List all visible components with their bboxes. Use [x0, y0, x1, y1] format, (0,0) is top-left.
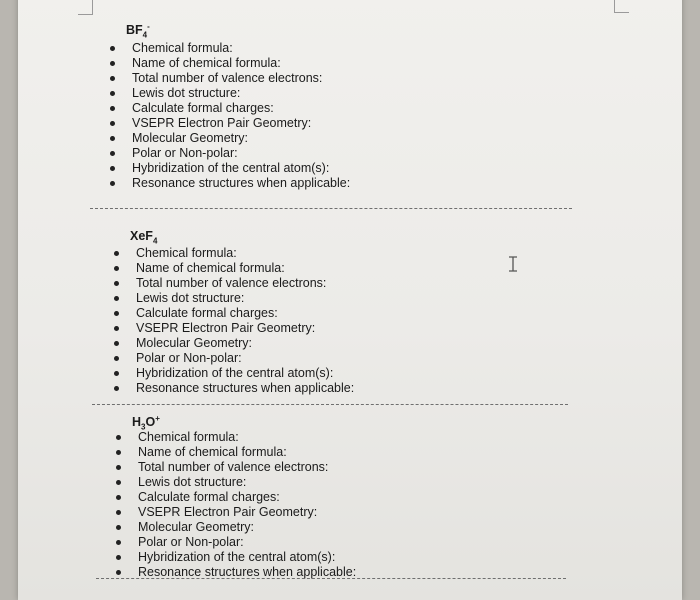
title-mid: O — [145, 415, 156, 429]
list-item: Hybridization of the central atom(s): — [114, 366, 354, 381]
list-item: Calculate formal charges: — [110, 101, 350, 116]
list-item: VSEPR Electron Pair Geometry: — [116, 505, 356, 520]
question-list — [114, 246, 354, 396]
section-title — [126, 22, 150, 38]
text-cursor-icon — [508, 256, 518, 272]
list-item: Polar or Non-polar: — [114, 351, 354, 366]
list-item: Hybridization of the central atom(s): — [116, 550, 356, 565]
section-divider — [92, 404, 568, 405]
list-item: Molecular Geometry: — [116, 520, 356, 535]
list-item: Lewis dot structure: — [110, 86, 350, 101]
title-superscript: - — [147, 21, 150, 31]
section-divider — [96, 578, 566, 579]
list-item: Chemical formula: — [110, 41, 350, 56]
list-item: Lewis dot structure: — [114, 291, 354, 306]
section-title — [130, 228, 157, 244]
list-item: VSEPR Electron Pair Geometry: — [114, 321, 354, 336]
title-subscript: 3 — [141, 422, 146, 432]
title-base: BF — [126, 23, 143, 37]
list-item: Name of chemical formula: — [114, 261, 354, 276]
title-superscript: + — [155, 413, 160, 423]
list-item: Molecular Geometry: — [110, 131, 350, 146]
question-list — [110, 41, 350, 191]
list-item: Polar or Non-polar: — [116, 535, 356, 550]
list-item: Resonance structures when applicable: — [110, 176, 350, 191]
list-item: Lewis dot structure: — [116, 475, 356, 490]
list-item: Polar or Non-polar: — [110, 146, 350, 161]
title-base: H — [132, 415, 142, 429]
question-list — [116, 430, 356, 580]
list-item: Total number of valence electrons: — [116, 460, 356, 475]
list-item: Chemical formula: — [114, 246, 354, 261]
list-item: Resonance structures when applicable: — [114, 381, 354, 396]
crop-mark-icon — [614, 0, 629, 13]
crop-mark-icon — [78, 0, 93, 15]
title-subscript: 4 — [152, 236, 158, 246]
list-item: Molecular Geometry: — [114, 336, 354, 351]
list-item: VSEPR Electron Pair Geometry: — [110, 116, 350, 131]
list-item: Total number of valence electrons: — [114, 276, 354, 291]
list-item: Chemical formula: — [116, 430, 356, 445]
list-item: Calculate formal charges: — [116, 490, 356, 505]
title-subscript: 4 — [142, 30, 148, 40]
title-base: XeF — [130, 229, 153, 243]
section-divider — [90, 208, 572, 209]
list-item: Resonance structures when applicable: — [116, 565, 356, 580]
list-item: Name of chemical formula: — [116, 445, 356, 460]
list-item: Total number of valence electrons: — [110, 71, 350, 86]
list-item: Calculate formal charges: — [114, 306, 354, 321]
list-item: Hybridization of the central atom(s): — [110, 161, 350, 176]
list-item: Name of chemical formula: — [110, 56, 350, 71]
section-title — [132, 414, 160, 430]
